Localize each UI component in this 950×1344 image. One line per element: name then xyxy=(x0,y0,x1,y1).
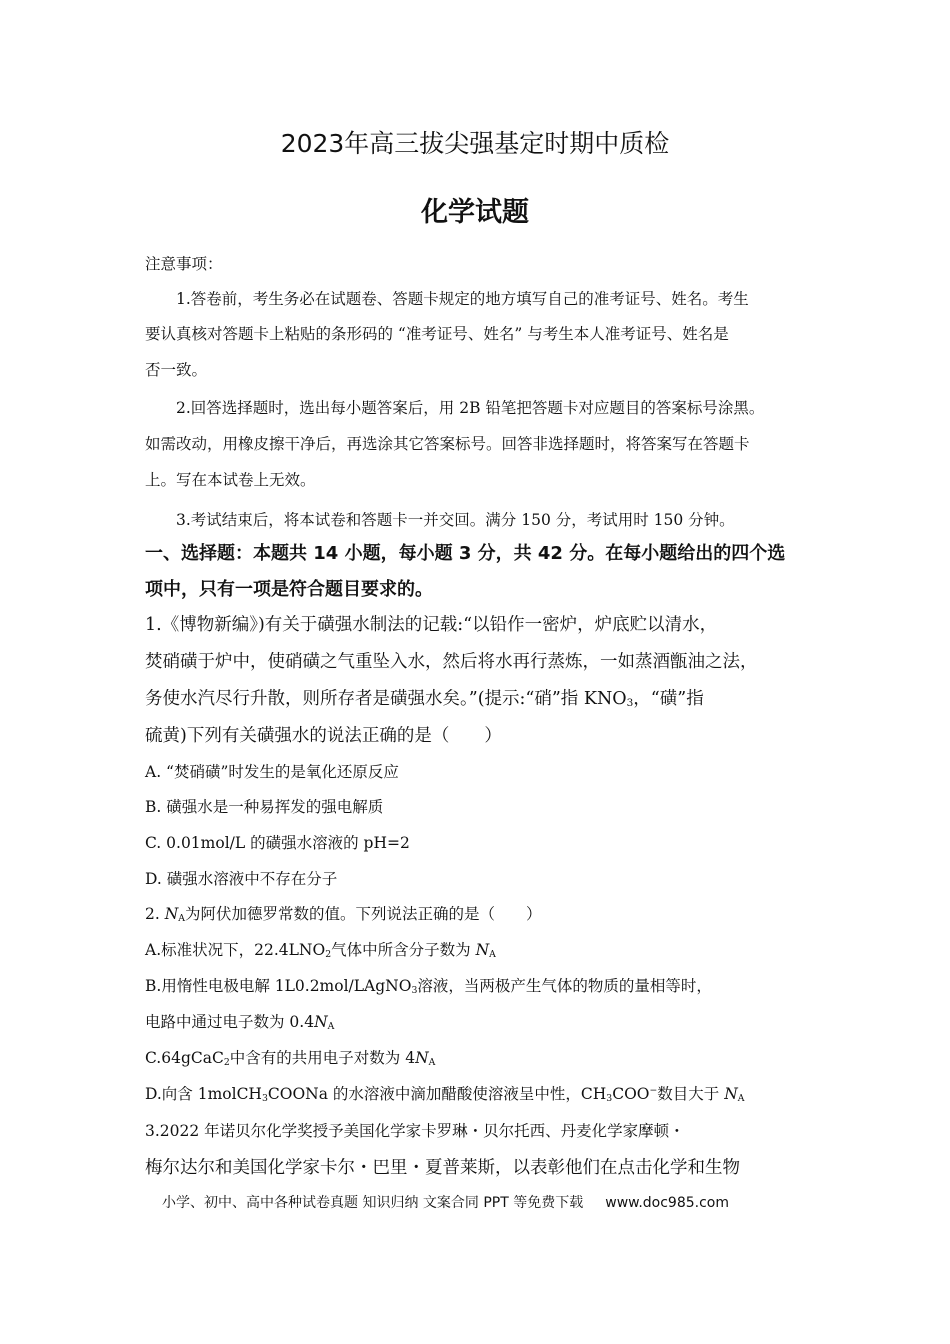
notice-heading: 注意事项： xyxy=(145,255,223,273)
exam-subtitle: 化学试题 xyxy=(421,197,529,228)
section-heading-line-1: 一、选择题：本题共 14 小题，每小题 3 分，共 42 分。在每小题给出的四个选 xyxy=(145,543,786,564)
q3-stem-line-2: 梅尔达尔和美国化学家卡尔・巴里・夏普莱斯，以表彰他们在点击化学和生物 xyxy=(145,1158,740,1178)
q1-stem-line-3: 务使水汽尽行升散，则所存者是磺强水矣。”(提示:“硝”指 $KNO_3$，“磺”指 xyxy=(145,689,704,709)
q2-option-c: C.64gCaC$_2$中含有的共用电子对数为 $4N_A$ xyxy=(145,1049,436,1068)
notice-1-line-2: 要认真核对答题卡上粘贴的条形码的 “准考证号、姓名” 与考生本人准考证号、姓名是 xyxy=(145,325,729,343)
q2-stem: 2. $N_A$为阿伏加德罗常数的值。下列说法正确的是（ ） xyxy=(145,905,542,924)
footer-text: 小学、初中、高中各种试卷真题 知识归纳 文案合同 PPT 等免费下载 xyxy=(162,1195,584,1211)
q2-option-d: D.向含 1molCH$_3$COONa 的水溶液中滴加醋酸使溶液呈中性，$CH_3COO^-$数目大于 $N_A$ xyxy=(145,1084,745,1104)
footer xyxy=(162,1192,729,1212)
notice-2-line-1: 2.回答选择题时，选出每小题答案后，用 2B 铅笔把答题卡对应题目的答案标号涂黑。 xyxy=(176,399,765,417)
q1-option-d: D. 磺强水溶液中不存在分子 xyxy=(145,870,338,888)
notice-3-line-1: 3.考试结束后，将本试卷和答题卡一并交回。满分 150 分，考试用时 150 分钟。 xyxy=(176,511,735,529)
notice-1-line-3: 否一致。 xyxy=(145,361,208,379)
q3-stem-line-1: 3.2022 年诺贝尔化学奖授予美国化学家卡罗琳・贝尔托西、丹麦化学家摩顿・ xyxy=(145,1122,685,1140)
notice-2-line-3: 上。写在本试卷上无效。 xyxy=(145,471,316,489)
q1-stem-line-1: 1.《博物新编》)有关于磺强水制法的记载:“以铅作一密炉，炉底贮以清水， xyxy=(145,615,718,635)
q1-option-c: C. 0.01mol/L 的磺强水溶液的 pH=2 xyxy=(145,834,410,852)
q1-option-b: B. 磺强水是一种易挥发的强电解质 xyxy=(145,798,384,816)
q1-stem-line-4: 硫黄)下列有关磺强水的说法正确的是（ ） xyxy=(145,726,502,746)
q1-option-a: A. “焚硝磺”时发生的是氧化还原反应 xyxy=(145,763,399,781)
q1-stem-line-2: 焚硝磺于炉中，使硝磺之气重坠入水，然后将水再行蒸炼，一如蒸酒甑油之法， xyxy=(145,652,758,672)
notice-2-line-2: 如需改动，用橡皮擦干净后，再选涂其它答案标号。回答非选择题时，将答案写在答题卡 xyxy=(145,435,750,453)
exam-title: 2023年高三拔尖强基定时期中质检 xyxy=(280,129,670,158)
q2-option-b-line-1: B.用惰性电极电解 1L0.2mol/LAgNO$_3$溶液，当两极产生气体的物质的量相等时， xyxy=(145,977,712,996)
section-heading-line-2: 项中，只有一项是符合题目要求的。 xyxy=(145,579,433,600)
notice-1-line-1: 1.答卷前，考生务必在试题卷、答题卡规定的地方填写自己的准考证号、姓名。考生 xyxy=(176,290,749,308)
q2-option-a: A.标准状况下，$22.4LNO_2$气体中所含分子数为 $N_A$ xyxy=(145,941,496,960)
footer-url[interactable]: www.doc985.com xyxy=(605,1195,729,1211)
q2-option-b-line-2: 电路中通过电子数为 $0.4N_A$ xyxy=(145,1013,335,1032)
